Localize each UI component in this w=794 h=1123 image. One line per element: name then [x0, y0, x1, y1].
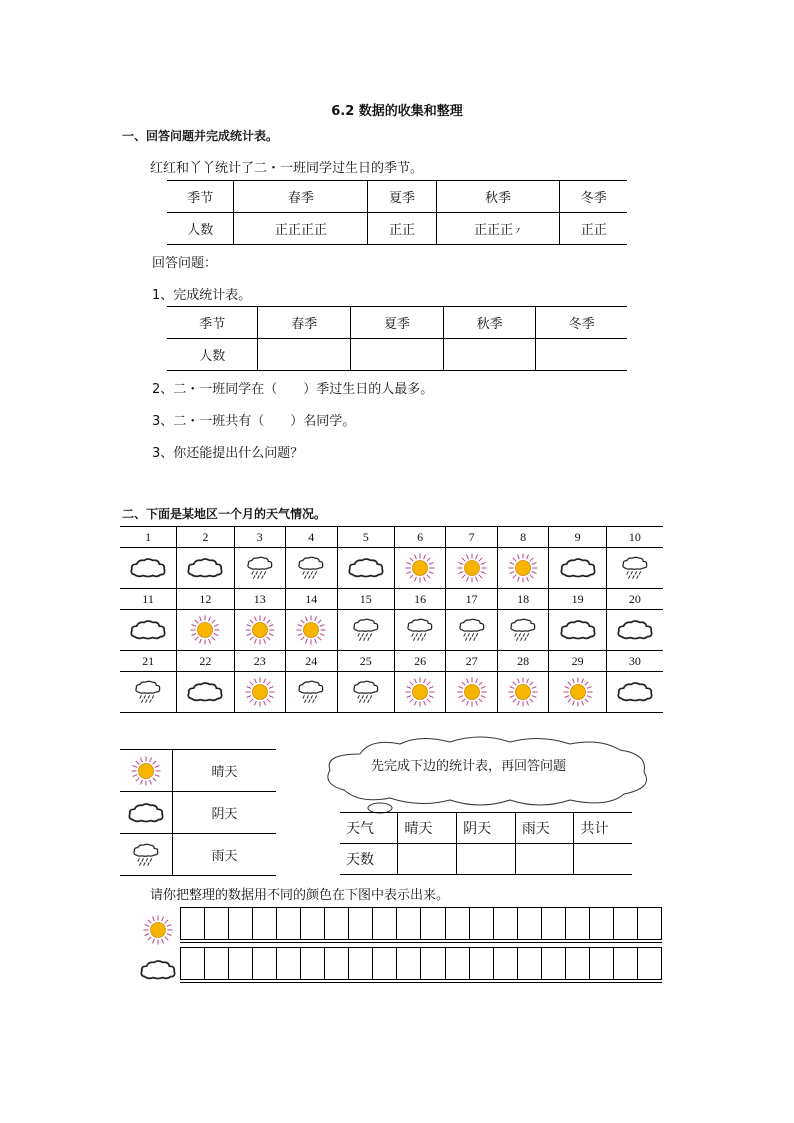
- weather-cell: [497, 548, 549, 589]
- table-cell: 共计: [574, 813, 632, 844]
- weather-cell: [286, 548, 338, 589]
- section2-heading: 二、下面是某地区一个月的天气情况。: [122, 507, 327, 521]
- day-number: 20: [606, 589, 663, 610]
- bar-cell[interactable]: [541, 908, 565, 940]
- bar-row: [180, 947, 662, 980]
- table-cell: 晴天: [398, 813, 457, 844]
- weather-icon-row: [120, 672, 663, 713]
- weather-cell: [549, 672, 606, 713]
- sunny-icon: [403, 551, 437, 585]
- weather-cell: [337, 672, 394, 713]
- table-cell: 季节: [167, 307, 258, 339]
- day-number: 10: [606, 527, 663, 548]
- rainy-icon: [297, 680, 325, 704]
- instruction-text: 请你把整理的数据用不同的颜色在下图中表示出来。: [150, 888, 450, 903]
- table-cell: 冬季: [536, 307, 627, 339]
- day-number: 1: [120, 527, 177, 548]
- birthday-count-table: [167, 306, 627, 371]
- table-cell: 夏季: [368, 181, 436, 213]
- table-cell: 冬季: [560, 181, 627, 213]
- bar-cell[interactable]: [205, 908, 229, 940]
- table-header-row: [167, 181, 627, 213]
- bar-row-icon: [138, 950, 178, 990]
- table-cell: 秋季: [443, 307, 536, 339]
- day-number: 25: [337, 651, 394, 672]
- tally-text: 正正正: [474, 223, 514, 238]
- rainy-icon: [406, 618, 434, 642]
- rainy-icon: [458, 618, 486, 642]
- day-number: 15: [337, 589, 394, 610]
- cloudy-icon: [616, 680, 654, 704]
- table-cell: 秋季: [436, 181, 560, 213]
- day-number: 12: [177, 589, 234, 610]
- day-number: 17: [446, 589, 498, 610]
- weather-cell: [120, 548, 177, 589]
- rainy-icon: [352, 618, 380, 642]
- bar-cell[interactable]: [373, 948, 397, 980]
- table-header-row: [167, 307, 627, 339]
- question-2: 2、二・一班同学在（ ）季过生日的人最多。: [152, 382, 434, 397]
- weather-cell: [446, 610, 498, 651]
- cloudy-icon: [559, 556, 597, 580]
- weather-cell: [394, 548, 446, 589]
- cloudy-icon: [139, 958, 177, 982]
- table-cell: 天气: [340, 813, 398, 844]
- bar-cell[interactable]: [181, 948, 205, 980]
- bar-cell[interactable]: [589, 908, 613, 940]
- sunny-icon: [243, 675, 277, 709]
- table-row: [340, 844, 632, 875]
- cloudy-icon: [129, 556, 167, 580]
- bar-cell[interactable]: [517, 948, 541, 980]
- bar-baseline: [180, 982, 662, 983]
- day-number: 4: [286, 527, 338, 548]
- sunny-icon: [129, 754, 163, 788]
- sunny-icon: [455, 675, 489, 709]
- legend-label: 雨天: [173, 834, 277, 876]
- table-cell: 春季: [258, 307, 351, 339]
- rainy-icon: [246, 556, 274, 580]
- day-number-row: [120, 527, 663, 548]
- weather-cell: [286, 672, 338, 713]
- sunny-icon: [506, 551, 540, 585]
- bar-cell[interactable]: [421, 908, 445, 940]
- cloudy-icon: [129, 618, 167, 642]
- day-number: 30: [606, 651, 663, 672]
- day-number: 29: [549, 651, 606, 672]
- bar-cell[interactable]: [325, 908, 349, 940]
- answer-cell[interactable]: [398, 844, 457, 875]
- day-number: 3: [234, 527, 286, 548]
- sunny-icon: [243, 613, 277, 647]
- day-number: 5: [337, 527, 394, 548]
- bar-cell[interactable]: [301, 948, 325, 980]
- bar-cell[interactable]: [445, 908, 469, 940]
- day-number: 16: [394, 589, 446, 610]
- bar-cell[interactable]: [637, 948, 661, 980]
- table-row: [167, 339, 627, 371]
- weather-cell: [337, 548, 394, 589]
- bar-cell[interactable]: [325, 948, 349, 980]
- weather-icon-row: [120, 548, 663, 589]
- day-number: 27: [446, 651, 498, 672]
- bar-cell[interactable]: [397, 948, 421, 980]
- day-number: 23: [234, 651, 286, 672]
- day-number: 28: [497, 651, 549, 672]
- sunny-icon: [561, 675, 595, 709]
- answer-cell[interactable]: [574, 844, 632, 875]
- answer-cell[interactable]: [258, 339, 351, 371]
- weather-cell: [177, 548, 234, 589]
- weather-cell: [286, 610, 338, 651]
- legend-row: [120, 750, 276, 792]
- day-number: 21: [120, 651, 177, 672]
- table-cell: 雨天: [515, 813, 574, 844]
- bar-cell[interactable]: [277, 948, 301, 980]
- table-cell: 春季: [234, 181, 368, 213]
- rainy-icon: [621, 556, 649, 580]
- sunny-icon: [455, 551, 489, 585]
- weather-cell: [177, 672, 234, 713]
- legend-icon-cell: [120, 792, 173, 834]
- sunny-icon: [403, 675, 437, 709]
- legend-icon-cell: [120, 834, 173, 876]
- answer-cell[interactable]: [457, 844, 516, 875]
- bar-baseline: [180, 942, 662, 943]
- bar-cell[interactable]: [181, 908, 205, 940]
- day-number: 18: [497, 589, 549, 610]
- weather-cell: [606, 548, 663, 589]
- legend-row: [120, 834, 276, 876]
- bar-cell[interactable]: [469, 948, 493, 980]
- day-number: 8: [497, 527, 549, 548]
- weather-cell: [497, 672, 549, 713]
- weather-cell: [446, 548, 498, 589]
- table-cell: 人数: [167, 339, 258, 371]
- bar-icons: [138, 910, 178, 990]
- bar-grid: [180, 907, 662, 987]
- weather-cell: [234, 610, 286, 651]
- cloudy-icon: [186, 680, 224, 704]
- day-number: 13: [234, 589, 286, 610]
- weather-cell: [446, 672, 498, 713]
- bar-cell[interactable]: [349, 908, 373, 940]
- sunny-icon: [141, 913, 175, 947]
- day-number: 24: [286, 651, 338, 672]
- question-3: 3、二・一班共有（ ）名同学。: [152, 414, 356, 429]
- cloudy-icon: [616, 618, 654, 642]
- table-cell: 季节: [167, 181, 234, 213]
- weather-calendar-table: [120, 526, 663, 713]
- bar-cell[interactable]: [637, 908, 661, 940]
- tally-partial: ㇇: [513, 227, 523, 237]
- bar-cell[interactable]: [565, 948, 589, 980]
- day-number: 19: [549, 589, 606, 610]
- bar-row-icon: [138, 910, 178, 950]
- bar-row: [180, 907, 662, 940]
- rainy-icon: [352, 680, 380, 704]
- bar-cell[interactable]: [565, 908, 589, 940]
- sunny-icon: [506, 675, 540, 709]
- bar-cell[interactable]: [397, 908, 421, 940]
- answer-label: 回答问题：: [152, 256, 218, 271]
- answer-cell[interactable]: [351, 339, 444, 371]
- legend-row: [120, 792, 276, 834]
- day-number: 2: [177, 527, 234, 548]
- weather-cell: [606, 672, 663, 713]
- bar-cell[interactable]: [613, 948, 637, 980]
- day-number: 26: [394, 651, 446, 672]
- bar-cell[interactable]: [421, 948, 445, 980]
- bar-cell[interactable]: [301, 908, 325, 940]
- bubble-text: 先完成下边的统计表，再回答问题: [371, 759, 567, 774]
- day-number: 9: [549, 527, 606, 548]
- day-number: 14: [286, 589, 338, 610]
- birthday-tally-table: [167, 180, 627, 245]
- weather-cell: [234, 672, 286, 713]
- answer-cell[interactable]: [515, 844, 574, 875]
- thought-bubble: [320, 734, 656, 816]
- section1-intro: 红红和丫丫统计了二・一班同学过生日的季节。: [150, 161, 424, 176]
- cloudy-icon: [347, 556, 385, 580]
- bar-cell[interactable]: [253, 908, 277, 940]
- cloudy-icon: [127, 801, 165, 825]
- weather-cell: [120, 672, 177, 713]
- sunny-icon: [294, 613, 328, 647]
- bar-cell[interactable]: [469, 908, 493, 940]
- weather-icon-row: [120, 610, 663, 651]
- table-cell: 正正: [560, 213, 627, 245]
- table-cell: 人数: [167, 213, 234, 245]
- bar-cell[interactable]: [445, 948, 469, 980]
- bar-cell[interactable]: [277, 908, 301, 940]
- weather-cell: [549, 610, 606, 651]
- cloudy-icon: [559, 618, 597, 642]
- day-number: 6: [394, 527, 446, 548]
- weather-legend-table: [120, 749, 276, 876]
- bar-cell[interactable]: [229, 948, 253, 980]
- table-cell: [436, 213, 560, 245]
- question-1: 1、完成统计表。: [152, 288, 252, 303]
- answer-cell[interactable]: [536, 339, 627, 371]
- weather-cell: [337, 610, 394, 651]
- section1-heading: 一、回答问题并完成统计表。: [122, 129, 279, 143]
- sunny-icon: [188, 613, 222, 647]
- bar-cell[interactable]: [493, 908, 517, 940]
- rainy-icon: [509, 618, 537, 642]
- table-header-row: [340, 813, 632, 844]
- bar-cell[interactable]: [229, 908, 253, 940]
- weather-cell: [234, 548, 286, 589]
- table-cell: 正正正正: [234, 213, 368, 245]
- cloudy-icon: [186, 556, 224, 580]
- table-cell: 夏季: [351, 307, 444, 339]
- rainy-icon: [132, 843, 160, 867]
- rainy-icon: [297, 556, 325, 580]
- bar-cell[interactable]: [349, 948, 373, 980]
- weather-cell: [606, 610, 663, 651]
- rainy-icon: [134, 680, 162, 704]
- legend-label: 晴天: [173, 750, 277, 792]
- weather-cell: [394, 610, 446, 651]
- question-4: 3、你还能提出什么问题？: [152, 446, 304, 461]
- table-cell: 正正: [368, 213, 436, 245]
- bar-cell[interactable]: [205, 948, 229, 980]
- table-cell: 天数: [340, 844, 398, 875]
- day-number: 22: [177, 651, 234, 672]
- bar-cell[interactable]: [517, 908, 541, 940]
- page-title: 6.2 数据的收集和整理: [331, 104, 463, 119]
- bar-cell[interactable]: [493, 948, 517, 980]
- weather-cell: [497, 610, 549, 651]
- bar-cell[interactable]: [253, 948, 277, 980]
- legend-label: 阴天: [173, 792, 277, 834]
- weather-cell: [177, 610, 234, 651]
- weather-cell: [394, 672, 446, 713]
- day-number-row: [120, 651, 663, 672]
- weather-stat-table: [340, 812, 632, 875]
- bar-cell[interactable]: [541, 948, 565, 980]
- bar-cell[interactable]: [373, 908, 397, 940]
- bar-cell[interactable]: [589, 948, 613, 980]
- weather-cell: [120, 610, 177, 651]
- table-row: [167, 213, 627, 245]
- day-number-row: [120, 589, 663, 610]
- bar-cell[interactable]: [613, 908, 637, 940]
- day-number: 11: [120, 589, 177, 610]
- table-cell: 阴天: [457, 813, 516, 844]
- weather-cell: [549, 548, 606, 589]
- answer-cell[interactable]: [443, 339, 536, 371]
- day-number: 7: [446, 527, 498, 548]
- legend-icon-cell: [120, 750, 173, 792]
